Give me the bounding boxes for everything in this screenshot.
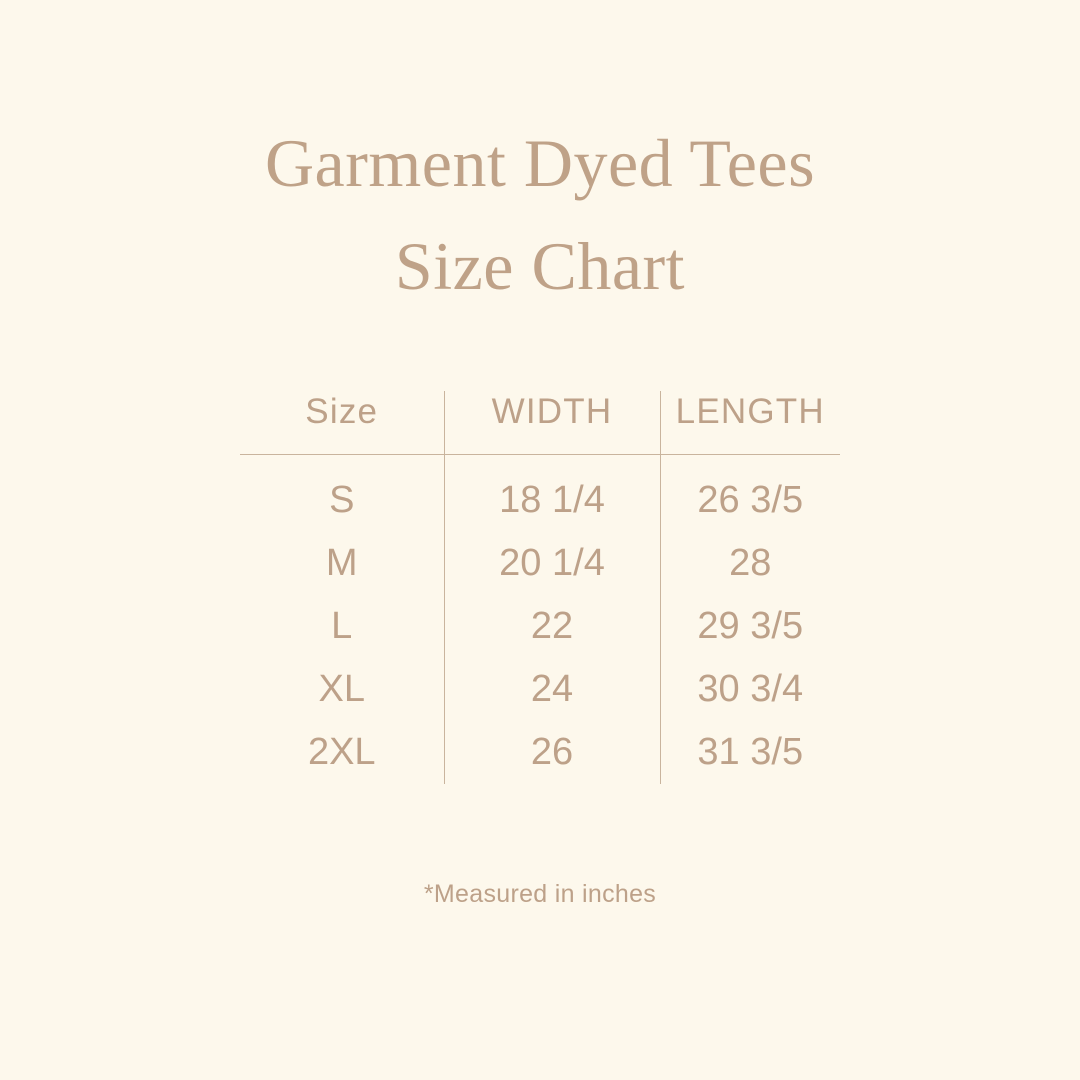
table-row: [240, 658, 840, 721]
cell-size: M: [325, 541, 358, 584]
table-row: [240, 595, 840, 658]
column-header-width: WIDTH: [444, 391, 660, 455]
size-table: [240, 391, 840, 784]
table-row: [240, 454, 840, 532]
cell-length: 26 3/5: [660, 454, 840, 532]
column-header-size: Size: [305, 391, 379, 431]
cell-width: 24: [444, 658, 660, 721]
column-header-length: LENGTH: [660, 391, 840, 455]
table-header: [240, 391, 840, 455]
cell-width: 18 1/4: [444, 454, 660, 532]
cell-size: 2XL: [307, 730, 376, 773]
title-line-2: Size Chart: [394, 228, 686, 305]
table-header-row: [240, 391, 840, 455]
cell-size: L: [331, 604, 353, 647]
cell-size: S: [329, 478, 355, 521]
cell-width: 26: [444, 721, 660, 784]
cell-size: XL: [318, 667, 365, 710]
table-row: [240, 532, 840, 595]
table-row: [240, 721, 840, 784]
cell-length: 29 3/5: [660, 595, 840, 658]
cell-length: 28: [660, 532, 840, 595]
table-body: [240, 454, 840, 784]
page-title: [265, 112, 815, 319]
measurement-footnote: *Measured in inches: [423, 879, 657, 908]
size-table-container: [240, 391, 840, 784]
title-line-1: Garment Dyed Tees: [264, 125, 816, 201]
cell-width: 20 1/4: [444, 532, 660, 595]
cell-length: 31 3/5: [660, 721, 840, 784]
cell-length: 30 3/4: [660, 658, 840, 721]
cell-width: 22: [444, 595, 660, 658]
